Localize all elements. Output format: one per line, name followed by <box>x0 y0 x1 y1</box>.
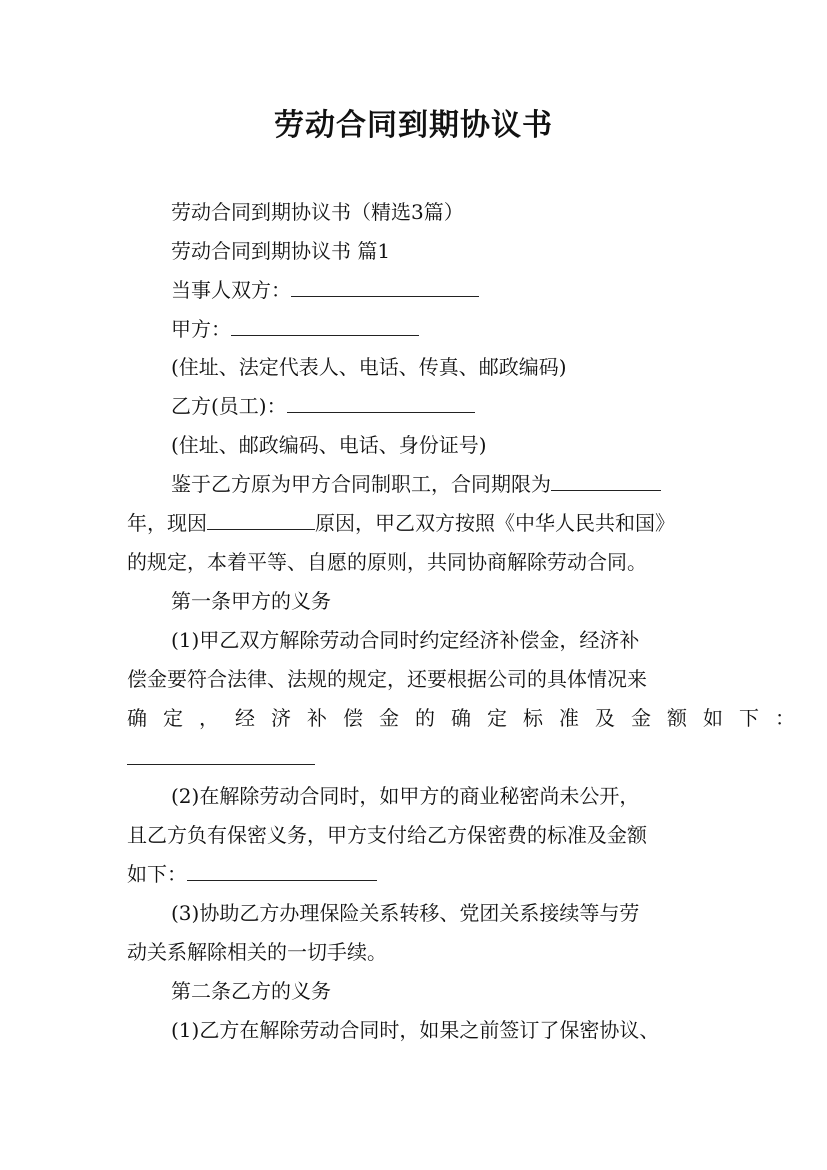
party-b-line <box>171 392 717 420</box>
text: 原因，甲乙双方按照《中华人民共和国》 <box>315 511 675 535</box>
article-1-item-1-line-3 <box>127 704 811 732</box>
article-1-item-1-line-2 <box>127 665 717 693</box>
parties-line <box>171 276 717 304</box>
text: 当事人双方： <box>171 278 291 302</box>
text: 劳动合同到期协议书 篇1 <box>171 239 391 263</box>
text: 的规定，本着平等、自愿的原则，共同协商解除劳动合同。 <box>127 550 647 574</box>
text: (住址、法定代表人、电话、传真、邮政编码) <box>171 355 567 379</box>
text: 鉴于乙方原为甲方合同制职工，合同期限为 <box>171 472 551 496</box>
article-1-item-3-line-2 <box>127 938 717 966</box>
article-1-item-2-line-1 <box>171 782 717 810</box>
blank-field <box>127 744 315 765</box>
subtitle-line <box>171 198 717 226</box>
article-1-item-2-line-3 <box>127 860 717 888</box>
document-title: 劳动合同到期协议书 <box>274 108 553 143</box>
text: 动关系解除相关的一切手续。 <box>127 940 387 964</box>
article-1-heading <box>171 587 717 615</box>
article-1-item-3-line-1 <box>171 899 717 927</box>
blank-field <box>187 860 377 881</box>
text: 第一条甲方的义务 <box>171 589 331 613</box>
text: (住址、邮政编码、电话、身份证号) <box>171 433 487 457</box>
party-a-details <box>171 353 717 381</box>
preamble-line-3 <box>127 548 717 576</box>
section-heading <box>171 237 717 265</box>
text: (3)协助乙方办理保险关系转移、党团关系接续等与劳 <box>171 901 640 925</box>
party-a-line <box>171 315 717 343</box>
text: 甲方： <box>171 317 231 341</box>
text: 偿金要符合法律、法规的规定，还要根据公司的具体情况来 <box>127 667 647 691</box>
article-1-item-2-line-2 <box>127 821 717 849</box>
text: 年，现因 <box>127 511 207 535</box>
text: 第二条乙方的义务 <box>171 979 331 1003</box>
text: (1)甲乙双方解除劳动合同时约定经济补偿金，经济补 <box>171 628 640 652</box>
blank-field <box>231 315 419 336</box>
blank-field <box>551 470 661 491</box>
preamble-line-1 <box>171 470 717 498</box>
blank-field <box>207 509 315 530</box>
article-2-item-1-line-1 <box>171 1016 717 1044</box>
text: 如下： <box>127 862 187 886</box>
text: 劳动合同到期协议书（精选3篇） <box>171 200 464 224</box>
text: (1)乙方在解除劳动合同时，如果之前签订了保密协议、 <box>171 1018 660 1042</box>
article-1-item-1-line-1 <box>171 626 717 654</box>
blank-field <box>291 276 479 297</box>
article-2-heading <box>171 977 717 1005</box>
preamble-line-2 <box>127 509 717 537</box>
text: 且乙方负有保密义务，甲方支付给乙方保密费的标准及金额 <box>127 823 647 847</box>
text: (2)在解除劳动合同时，如甲方的商业秘密尚未公开， <box>171 784 640 808</box>
text: 乙方(员工)： <box>171 394 287 418</box>
blank-field <box>287 392 475 413</box>
text: 确定，经济补偿金的确定标准及金额如下： <box>127 706 811 730</box>
party-b-details <box>171 431 717 459</box>
